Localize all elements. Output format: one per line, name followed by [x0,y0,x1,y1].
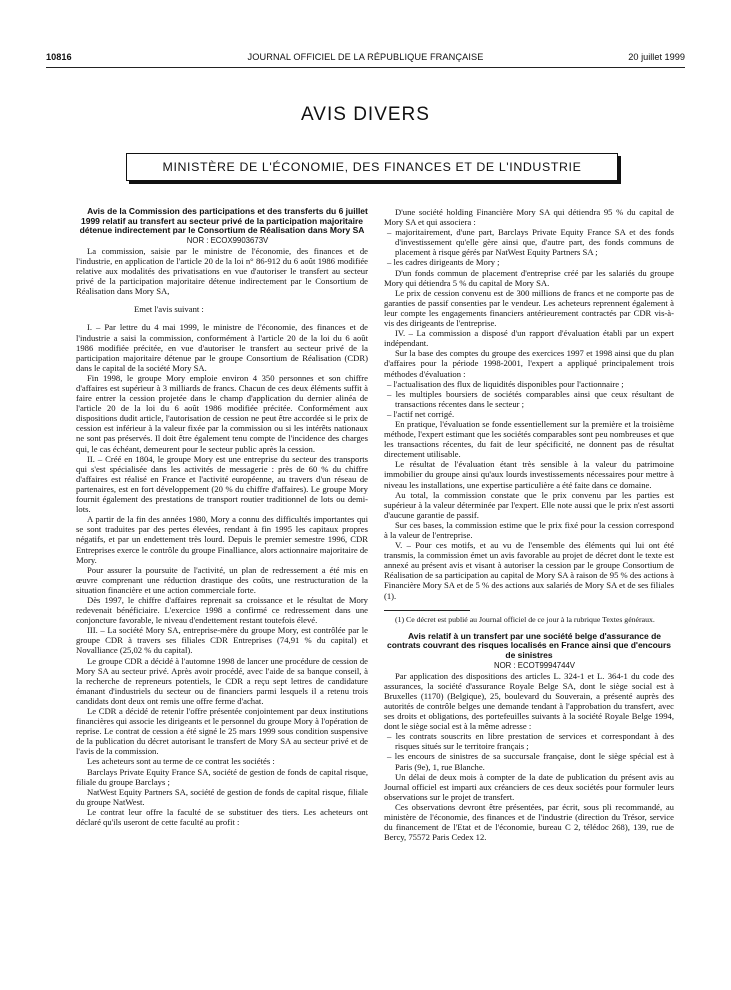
list-item: – les multiples boursiers de sociétés comparables ainsi que ceux résultant de transactions récentes dans le secteur ; [387,388,674,409]
paragraph: D'un fonds commun de placement d'entreprise créé par les salariés du groupe Mory qui détiendra 5 % du capital de Mory SA. [384,267,674,288]
paragraph: Le prix de cession convenu est de 300 millions de francs et ne comporte pas de garanties de passif consenties par le vendeur. Les acheteurs reprennent également à leur compte les engagements financiers antérieurement contractés par CDR vis-à-vis des dirigeants de l'entreprise. [384,287,674,329]
paragraph: Fin 1998, le groupe Mory emploie environ 4 350 personnes et son chiffre d'affaires est supérieur à 3 milliards de francs. Chacun de ces deux éléments suffit à faire entrer la cession projetée dans le champ d'application du dernier alinéa de l'article 20 de la loi du 6 août 1986 modifiée précitée. Conformément aux dispositions dudit article, l'autorisation de cession ne peut être accordée si le prix de cession est inférieur à la valeur fixée par la commission ou si les intérêts nationaux ne sont pas préservés. Il doit être également tenu compte de l'incidence des charges qui, le cas échéant, demeurent pour le secteur public après la cession. [76,372,368,454]
list-item: – les encours de sinistres de sa succursale française, dont le siège spécial est à Paris (9e), 1, rue Blanche. [387,751,674,772]
paragraph: Emet l'avis suivant : [134,304,204,315]
spacer [76,314,368,322]
paragraph: Ces observations devront être présentées, par écrit, sous pli recommandé, au ministère de l'économie, des finances et de l'industrie (direction du Trésor, service du financement de l'Etat et de l'économie, bureau C 2, télédoc 268), 139, rue de Bercy, 75572 Paris Cedex 12. [384,801,674,843]
left-column [76,207,368,827]
paragraph: Sur ces bases, la commission estime que le prix fixé pour la cession correspond à la valeur de l'entreprise. [384,519,674,540]
paragraph: Sur la base des comptes du groupe des exercices 1997 et 1998 ainsi que du plan d'affaires pour la période 1998-2001, l'expert a appliqué principalement trois méthodes d'évaluation : [384,348,674,379]
page-number: 10816 [46,52,72,62]
paragraph: II. – Créé en 1804, le groupe Mory est une entreprise du secteur des transports qui s'est spécialisée dans les activités de messagerie : près de 60 % du chiffre d'affaires est réalisé en France et l'activité européenne, au travers d'un réseau de partenaires, est en fort développement (20 % du chiffre d'affaires). Le groupe Mory fournit également des prestations de transport routier traditionnel de lots ou demi-lots. [76,453,368,515]
paragraph: III. – La société Mory SA, entreprise-mère du groupe Mory, est contrôlée par le groupe CDR à travers ses filiales CDR Entreprises (74,91 % du capital) et Novalliance (25,02 % du capital). [76,625,368,656]
paragraph: Dès 1997, le chiffre d'affaires reprenait sa croissance et le résultat de Mory redevenait bénéficiaire. L'exercice 1998 a confirmé ce redressement dans une conjoncture favorable, le niveau d'endettement restant toutefois élevé. [76,594,368,626]
right-column [384,207,674,842]
list-item: – l'actif net corrigé. [387,408,455,419]
journal-title: JOURNAL OFFICIEL DE LA RÉPUBLIQUE FRANÇAISE [247,52,484,62]
paragraph: I. – Par lettre du 4 mai 1999, le ministre de l'économie, des finances et de l'industrie a saisi la commission, conformément à l'article 20 de la loi du 6 août 1986 modifiée précitée, en vue d'autoriser le transfert au secteur privé de la participation majoritaire détenue par le groupe Consortium de Réalisation (CDR) dans le capital de la société Mory SA. [76,322,368,373]
issue-date: 20 juillet 1999 [628,52,685,62]
paragraph: V. – Pour ces motifs, et au vu de l'ensemble des éléments qui lui ont été transmis, la commission émet un avis favorable au projet de décret dont le texte est annexé au présent avis et visant à autoriser la cession par le groupe Consortium de Réalisation de sa participation au capital de Mory SA à raison de 95 % des actions à Financière Mory SA et de 5 % des actions aux salariés de Mory SA et de ses filiales (1). [384,540,674,601]
paragraph: Un délai de deux mois à compter de la date de publication du présent avis au Journal officiel est imparti aux créanciers de ces deux sociétés pour formuler leurs observations sur le projet de transfert. [384,771,674,802]
paragraph: NatWest Equity Partners SA, société de gestion de fonds de capital risque, filiale du groupe NatWest. [76,786,368,807]
notice-title: Avis relatif à un transfert par une société belge d'assurance de contrats couvrant des risques localisés en France ainsi que d'encours de sinistres [386,630,672,661]
paragraph: A partir de la fin des années 1980, Mory a connu des difficultés importantes qui se sont traduites par des pertes élevées, rendant à fin 1995 les capitaux propres négatifs, et par un endettement très lourd. Depuis le premier semestre 1996, CDR Entreprises exerce le contrôle du groupe Finalliance, alors actionnaire majoritaire de Mory. [76,514,368,565]
nor-reference: NOR : ECOT9994744V [493,660,576,670]
section-title: AVIS DIVERS [301,104,430,125]
list-item: – les cadres dirigeants de Mory ; [387,257,500,268]
paragraph: Barclays Private Equity France SA, société de gestion de fonds de capital risque, filiale du groupe Barclays ; [76,766,368,787]
spacer [76,296,368,304]
notice-title: Avis de la Commission des participations et des transferts du 6 juillet 1999 relatif au transfert au secteur privé de la participation majoritaire détenue indirectement par le Consortium de Réalisation dans Mory SA [79,206,368,236]
paragraph: Le contrat leur offre la faculté de se substituer des tiers. Les acheteurs ont déclaré qu'ils useront de cette faculté au profit : [76,806,368,828]
paragraph: Pour assurer la poursuite de l'activité, un plan de redressement a été mis en œuvre comprenant une réduction drastique des coûts, une restructuration de la situation financière et une action commerciale forte. [76,564,368,595]
paragraph: Le résultat de l'évaluation étant très sensible à la valeur du patrimoine immobilier du groupe ainsi qu'aux lourds investissements nécessaires pour mettre à niveau les installations, une expertise particulière a été faite dans ce domaine. [384,459,674,490]
paragraph: En pratique, l'évaluation se fonde essentiellement sur la première et la troisième méthode, l'expert estimant que les sociétés comparables sont peu nombreuses et que les transactions récentes, du fait de leur spécificité, ne donnent pas de résultat directement utilisable. [384,418,674,460]
paragraph: Au total, la commission constate que le prix convenu par les parties est supérieur à la valeur déterminée par l'expert. Elle note aussi que le prix n'est assorti d'aucune garantie de passif. [384,489,674,520]
paragraph: Par application des dispositions des articles L. 324-1 et L. 364-1 du code des assurances, la société d'assurance Royale Belge SA, dont le siège social est à Bruxelles (1170) (Belgique), 25, boulevard du Souverain, a présenté auprès des autorités de contrôle belges une demande tendant à l'approbation du transfert, avec ses droits et obligations, des portefeuilles suivants à la société Royale Belge 1994, dont le siège social est à la même adresse : [384,670,674,732]
ministry-box: MINISTÈRE DE L'ÉCONOMIE, DES FINANCES ET DE L'INDUSTRIE [126,153,618,181]
list-item: – majoritairement, d'une part, Barclays Private Equity France SA et des fonds d'investissement qu'elle gère ainsi que, d'autre part, des fonds communs de placement à risque gérés par NatWest Equity Partners SA ; [387,227,674,258]
paragraph: IV. – La commission a disposé d'un rapport d'évaluation établi par un expert indépendant. [384,328,674,349]
paragraph: La commission, saisie par le ministre de l'économie, des finances et de l'industrie, en application de l'article 20 de la loi n° 86-912 du 6 août 1986 modifiée relative aux modalités des privatisations en vue d'autoriser le transfert au secteur privé de la participation majoritaire détenue indirectement par le Consortium de Réalisation dans Mory SA, [76,245,368,297]
list-item: – l'actualisation des flux de liquidités disponibles pour l'actionnaire ; [387,378,624,389]
running-header [46,52,685,66]
header-rule [46,67,685,68]
paragraph: Le groupe CDR a décidé à l'automne 1998 de lancer une procédure de cession de Mory SA au secteur privé. Après avoir procédé, avec l'aide de sa banque conseil, à la recherche de repreneurs potentiels, le CDR a reçu sept lettres de candidature émanant d'industriels du secteur ou de financiers parmi lesquels il a retenu trois candidats dont deux ont remis une offre ferme d'achat. [76,655,368,706]
paragraph: Les acheteurs sont au terme de ce contrat les sociétés : [87,756,275,767]
footnote: (1) Ce décret est publié au Journal officiel de ce jour à la rubrique Textes généraux. [395,614,655,624]
list-item: – les contrats souscrits en libre prestation de services et correspondant à des risques situés sur le territoire français ; [387,731,674,752]
paragraph: Le CDR a décidé de retenir l'offre présentée conjointement par deux institutions financières qui associe les dirigeants et le personnel du groupe Mory à l'opération de reprise. Le contrat de cession a été signé le 25 mars 1999 sous condition suspensive de la publication du décret autorisant le transfert de Mory SA au secteur privé et de l'avis de la commission. [76,706,368,757]
nor-reference: NOR : ECOX9903673V [186,235,269,245]
footnote-rule [384,610,470,611]
paragraph: D'une société holding Financière Mory SA qui détiendra 95 % du capital de Mory SA et qui associera : [384,207,674,228]
